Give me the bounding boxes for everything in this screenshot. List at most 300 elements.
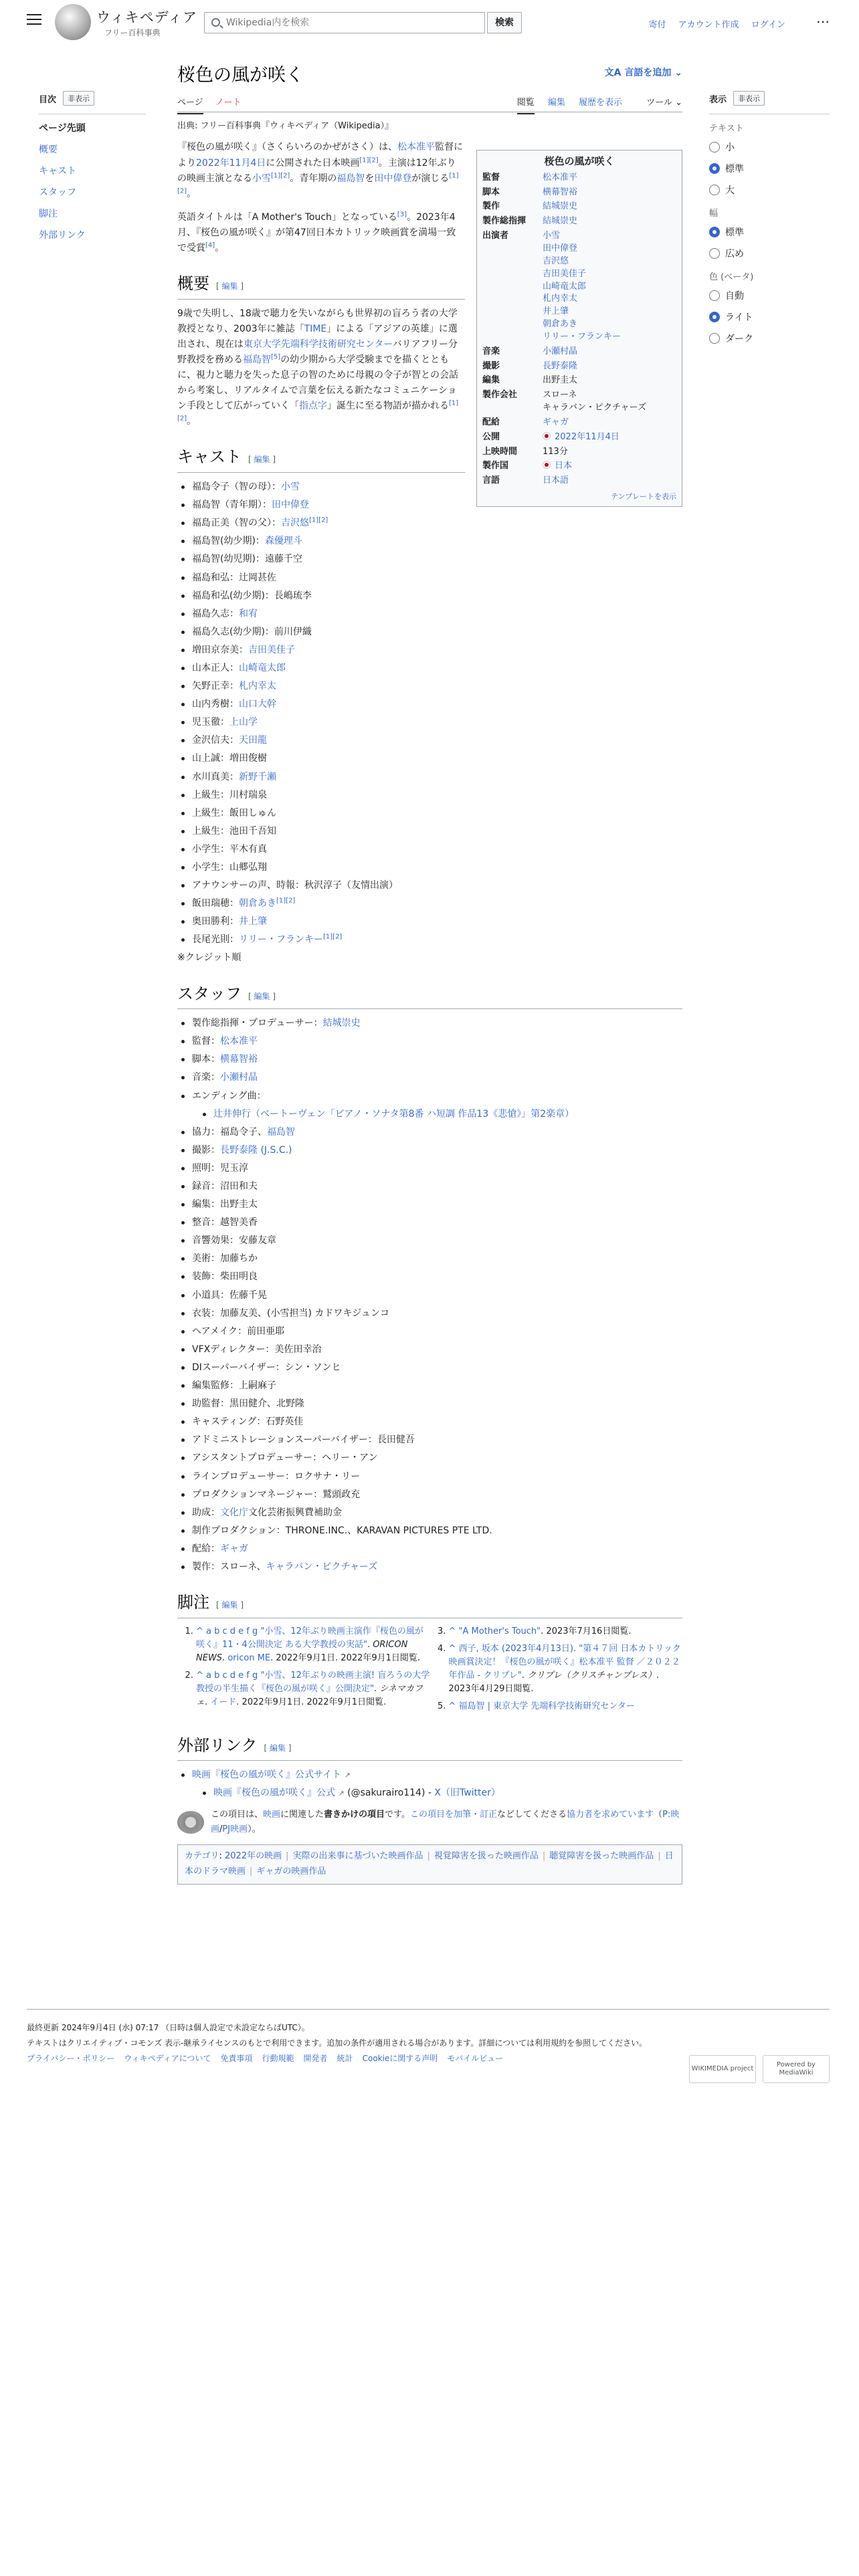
cast-actor-link[interactable]: 小雪	[281, 481, 300, 493]
toc-item-staff[interactable]: スタッフ	[39, 187, 76, 198]
list-item	[191, 1469, 682, 1485]
infobox-link[interactable]: 松本准平	[543, 172, 578, 183]
infobox-link[interactable]: 井上肇	[543, 306, 569, 317]
category-link[interactable]: 2022年の映画	[225, 1851, 282, 1862]
staff-link[interactable]: 松本准平	[220, 1036, 258, 1047]
radio-button-icon[interactable]	[709, 312, 720, 322]
toc-item-external[interactable]: 外部リンク	[39, 230, 86, 241]
rcast-link[interactable]: 東京大学先端科学技術研究センター	[243, 338, 393, 350]
references-column	[430, 1625, 683, 1718]
ref-title-link[interactable]: "小雪、12年ぶりの映画主演! 盲ろうの大学教授の半生描く『桜色の風が咲く』公開決定"	[196, 1671, 430, 1695]
category-separator: |	[286, 1851, 289, 1862]
list-item	[191, 1233, 682, 1249]
list-item	[191, 1143, 682, 1158]
radio-option-color[interactable]	[709, 332, 830, 345]
staff-role: VFXディレクター：美佐田幸治	[192, 1344, 322, 1355]
staff-role: 美術：加藤ちか	[192, 1253, 258, 1265]
list-item	[191, 1034, 682, 1049]
staff-role: 製作総指揮・プロデューサー：	[192, 1018, 323, 1029]
search-button[interactable]: 検索	[487, 12, 522, 33]
shitenji-link[interactable]: 指点字	[299, 401, 327, 412]
category-box: カテゴリ: 2022年の映画 | 実際の出来事に基づいた映画作品 | 視覚障害を扱った映画作品 | 聴覚障害を扱った映画作品 | 日本のドラマ映画 | ギャガの映画作品	[177, 1844, 682, 1885]
cast-role: 福島和弘(幼少期)：長嶋琉李	[192, 590, 312, 601]
lead-paragraph-1: 『桜色の風が咲く』（さくらいろのかぜがさく）は、松本准平監督により2022年11月4日に公開された日本映画[1][2]。主演は12年ぶりの映画主演となる小雪[1][2]。青年期の福島智を田中偉登が演じる[1][2]。	[177, 142, 463, 199]
list-item	[191, 643, 682, 658]
list-item	[191, 1378, 682, 1394]
login-link[interactable]: ログイン	[751, 20, 785, 30]
ref-backlink[interactable]: ^	[448, 1643, 459, 1654]
staff-role: 小道具：佐藤千晃	[192, 1289, 267, 1301]
staff-role: 整音：越智美香	[192, 1217, 258, 1228]
tab-tools[interactable]: ツール ⌄	[646, 98, 682, 108]
infobox-text: 出野圭太	[543, 375, 578, 386]
from-line: 出典: フリー百科事典『ウィキペディア（Wikipedia）』	[177, 121, 394, 131]
infobox-link[interactable]: 吉沢悠	[543, 255, 569, 266]
ref-link[interactable]: [1][2]	[276, 897, 296, 905]
list-item	[191, 842, 682, 857]
toc-item-cast[interactable]: キャスト	[39, 166, 76, 177]
infobox-link[interactable]: 結城崇史	[543, 201, 578, 212]
cast-role: 福島久志(幼少期)：前川伊織	[192, 626, 312, 637]
staff-role: ラインプロデューサー：ロクサナ・リー	[192, 1471, 361, 1482]
radio-label: 標準	[725, 227, 744, 238]
staff-text: 文化芸術振興費補助金	[248, 1507, 342, 1518]
staff-link[interactable]: 長野泰隆 (J.S.C.)	[220, 1144, 292, 1156]
list-item	[191, 1215, 682, 1230]
cast-role: 山内秀樹：	[192, 699, 239, 710]
cast-role: 児玉徹：	[192, 717, 229, 728]
wikipedia-logo-icon[interactable]	[55, 4, 91, 40]
cast-actor-link[interactable]: 札内幸太	[239, 681, 276, 692]
actor-link[interactable]: 小雪	[252, 173, 271, 184]
staff-role: アシスタントプロデューサー：ヘリー・アン	[192, 1453, 378, 1464]
list-item	[191, 1342, 682, 1358]
infobox-link[interactable]: 田中偉登	[543, 243, 578, 253]
ref-link[interactable]: [3]	[397, 211, 407, 219]
edit-section-link[interactable]: [ 編集 ]	[264, 1743, 292, 1753]
infobox-key: 上映時間	[482, 446, 518, 457]
cast-role: 福島和弘：辻岡甚佐	[192, 572, 276, 583]
radio-label: 標準	[725, 164, 744, 175]
tab-talk[interactable]: ノート	[215, 98, 242, 108]
radio-label: ダーク	[725, 334, 753, 344]
stub-edit-link[interactable]: この項目を加筆・訂正	[410, 1810, 498, 1820]
lead-section	[177, 140, 465, 256]
edit-section-link[interactable]: [ 編集 ]	[216, 282, 244, 291]
infobox-link[interactable]: リリー・フランキー	[543, 331, 622, 342]
cast-actor-link[interactable]: 山崎竜太郎	[239, 662, 286, 673]
ref-title-link[interactable]: "A Mother's Touch"	[458, 1626, 541, 1636]
radio-option-color[interactable]	[709, 310, 830, 324]
list-item	[191, 1451, 682, 1466]
radio-button-icon[interactable]	[709, 333, 720, 344]
staff-role: 助監督：黒田健介、北野隆	[192, 1398, 304, 1410]
category-separator: |	[427, 1851, 430, 1862]
create-account-link[interactable]: アカウント作成	[678, 20, 739, 30]
tab-read[interactable]: 閲覧	[517, 98, 535, 114]
list-item	[191, 1523, 682, 1539]
staff-role: 照明：児玉淳	[192, 1162, 248, 1174]
stub-link[interactable]: 映画	[263, 1810, 281, 1820]
radio-option-width[interactable]	[709, 247, 830, 260]
infobox-key: 配給	[482, 417, 500, 427]
add-language-label: 言語を追加	[624, 68, 672, 78]
ref-link[interactable]: [1][2]	[177, 171, 459, 195]
list-item	[191, 1306, 682, 1321]
ending-song-list	[212, 1107, 682, 1122]
infobox-link[interactable]: 吉田美佳子	[543, 268, 587, 279]
cast-role: 増田京奈美：	[192, 644, 248, 655]
site-logo-text[interactable]	[96, 7, 197, 38]
list-item	[191, 1288, 682, 1303]
ref-backlink[interactable]: ^	[448, 1626, 459, 1636]
radio-button-icon[interactable]	[709, 185, 720, 195]
cast-role: 水川真美：	[192, 771, 239, 782]
actor-link[interactable]: 田中偉登	[374, 173, 412, 184]
references	[177, 1625, 682, 1718]
list-item	[191, 679, 682, 694]
footer-link[interactable]: 行動規範	[262, 2053, 294, 2063]
appearance-title: 表示	[709, 94, 727, 105]
edit-section-link[interactable]: [ 編集 ]	[248, 992, 276, 1001]
personal-tools	[639, 17, 785, 30]
staff-link[interactable]: キャラバン・ピクチャーズ	[266, 1561, 378, 1572]
project-link[interactable]: PJ映画	[222, 1824, 248, 1834]
width-label: 幅	[709, 209, 719, 219]
list-item	[191, 715, 682, 730]
category-link[interactable]: 聴覚障害を扱った映画作品	[549, 1851, 654, 1862]
page-title-bar	[177, 60, 682, 86]
cast-role: 飯田瑞穂：	[192, 898, 239, 909]
radio-button-icon[interactable]	[709, 227, 720, 237]
cast-actor-link[interactable]: 吉沢悠	[281, 518, 309, 529]
radio-button-icon[interactable]	[709, 248, 720, 259]
list-item	[191, 1269, 682, 1285]
staff-role: 協力：福島令子、	[192, 1126, 267, 1138]
staff-link[interactable]: 結城崇史	[322, 1018, 361, 1029]
staff-role: 装飾：柴田明良	[192, 1271, 258, 1283]
staff-link[interactable]: 文化庁	[220, 1507, 248, 1518]
footer-link[interactable]: 開発者	[303, 2053, 328, 2063]
ref-date: . 2023年4月29日閲覧.	[448, 1671, 659, 1695]
appearance-hide-button[interactable]: 非表示	[733, 91, 765, 106]
infobox-key: 出演者	[482, 231, 509, 241]
cast-actor-link[interactable]: 新野千瀬	[239, 771, 276, 782]
radio-option-color[interactable]	[709, 289, 830, 302]
staff-link[interactable]: 横幕智裕	[220, 1054, 258, 1065]
main-menu-icon[interactable]	[27, 14, 41, 26]
list-item	[191, 1070, 682, 1085]
infobox-link[interactable]: 小雪	[543, 231, 561, 241]
page-title: 桜色の風が咲く	[177, 65, 304, 86]
stub-help-link[interactable]: 協力者を求めています	[567, 1810, 654, 1820]
reference-item	[449, 1700, 683, 1713]
site-title: ウィキペディア	[96, 9, 198, 25]
radio-label: 大	[725, 185, 735, 196]
staff-role: 配給：	[192, 1543, 220, 1554]
cast-actor-link[interactable]: リリー・フランキー	[239, 934, 323, 946]
radio-button-icon[interactable]	[709, 290, 720, 301]
tab-history[interactable]: 履歴を表示	[579, 98, 623, 108]
staff-role: 衣装：加藤友美、(小雪担当) カドワキジュンコ	[192, 1307, 389, 1319]
footer-link[interactable]: 免責事項	[220, 2053, 253, 2063]
categories-label[interactable]: カテゴリ	[185, 1851, 219, 1862]
staff-list	[191, 1016, 682, 1575]
staff-role: 録音：沼田和夫	[192, 1181, 258, 1192]
infobox-key: 編集	[482, 375, 500, 386]
infobox-link[interactable]: 朝倉あき	[543, 319, 578, 330]
x-link[interactable]: X（旧Twitter）	[434, 1788, 500, 1799]
footer-link[interactable]: 統計	[337, 2053, 353, 2063]
cast-actor-link[interactable]: 上山学	[229, 717, 258, 728]
section-heading-overview: 概要[ 編集 ]	[177, 271, 465, 300]
list-item	[191, 1487, 682, 1503]
fukushima-link[interactable]: 福島智	[243, 354, 271, 365]
list-item	[191, 896, 682, 911]
cast-actor-link[interactable]: 天田龍	[239, 735, 267, 746]
list-item	[191, 1396, 682, 1412]
cast-role: 山本正人：	[192, 662, 239, 673]
list-item	[191, 570, 682, 586]
ref-title-link[interactable]: "小雪、12年ぶり映画主演作『桜色の風が咲く』11・4公開決定 ある大学教授の実話"	[196, 1626, 423, 1650]
mediawiki-badge[interactable]: Powered by MediaWiki	[763, 2055, 830, 2083]
list-item	[191, 1360, 682, 1376]
more-options-icon[interactable]: ⋯	[816, 13, 830, 29]
add-language-button[interactable]: 文A 言語を追加 ⌄	[604, 68, 682, 78]
radio-option-text[interactable]	[709, 140, 830, 154]
list-item	[191, 1505, 682, 1521]
cast-role: 奥田勝利：	[192, 916, 239, 928]
infobox-key: 脚本	[482, 187, 500, 197]
cast-list	[191, 479, 682, 948]
staff-role: 助成：	[192, 1507, 220, 1518]
toc-item-notes[interactable]: 脚注	[39, 209, 58, 219]
reference-item: 4. ^ 西子, 坂本 (2023年4月13日). "第４７回 日本カトリック映画賞決定！『桜色の風が咲く』松本准平 監督 ／２０２２年作品 - クリプレ". クリプレ（クリスチャンプレス）. 2023年4月29日閲覧.	[449, 1642, 683, 1697]
ref-title-link[interactable]: 西子, 坂本 (2023年4月13日). "第４７回 日本カトリック映画賞決定！『桜色の風が咲く』松本准平 監督 ／２０２２年作品 - クリプレ"	[448, 1643, 681, 1681]
list-item	[191, 1432, 682, 1448]
cast-actor-link[interactable]: 和宥	[239, 608, 258, 619]
category-link[interactable]: 視覚障害を扱った映画作品	[434, 1851, 539, 1862]
ref-link[interactable]: [1][2]	[309, 516, 328, 524]
color-label: 色 (ベータ)	[709, 272, 754, 282]
overview-paragraph: 9歳で失明し、18歳で聴力を失いながらも世界初の盲ろう者の大学教授となり、2003年に雑誌「TIME」による「アジアの英雄」に選出され、現在は東京大学先端科学技術研究センターバリアフリー分野教授を務める福島智[5]の幼少期から大学受験までを描くとともに、視力と聴力を失った息子の智のために母親の令子が智との会話から考案し、リアルタイムで言葉を伝える新たなコミュニケーション手段として広がっていく「指点字」誕生に至る物語が描かれる[1][2]。	[177, 308, 459, 427]
staff-role: 音響効果：安藤友章	[192, 1235, 276, 1247]
cast-role: 福島久志：	[192, 608, 239, 619]
ref-publisher-link[interactable]: oricon ME	[227, 1652, 271, 1663]
ref-publisher-link[interactable]: イード	[210, 1697, 237, 1708]
infobox-link[interactable]: 結城崇史	[543, 216, 578, 227]
cast-actor-link[interactable]: 朝倉あき	[239, 898, 276, 909]
staff-role: 撮影：	[192, 1144, 220, 1156]
tab-edit[interactable]: 編集	[547, 98, 565, 108]
radio-label: 広め	[725, 249, 744, 259]
cast-role: 金沢信夫：	[192, 735, 239, 746]
section-heading-staff: スタッフ[ 編集 ]	[177, 981, 682, 1010]
infobox-text: キャラバン・ピクチャーズ	[543, 403, 646, 413]
footer-link[interactable]: プライバシー・ポリシー	[27, 2053, 115, 2063]
tab-page[interactable]: ページ	[177, 98, 203, 114]
external-link-icon: ↗	[344, 1771, 351, 1780]
list-item	[191, 479, 682, 495]
infobox-link[interactable]: 小瀬村晶	[543, 346, 578, 356]
list-item	[191, 1125, 682, 1140]
footer-link[interactable]: Cookieに関する声明	[362, 2053, 438, 2063]
infobox-link[interactable]: 横幕智裕	[543, 187, 578, 197]
toc-title: 目次	[39, 94, 57, 105]
infobox-key: 製作会社	[482, 390, 518, 401]
list-item	[191, 607, 682, 622]
list-item	[212, 1107, 682, 1122]
toc-item-overview[interactable]: 概要	[39, 144, 58, 155]
search-icon	[211, 18, 220, 27]
list-item	[191, 788, 682, 803]
infobox-link[interactable]: 日本	[555, 461, 573, 471]
infobox-link[interactable]: 長野泰隆	[543, 360, 578, 371]
cast-actor-link[interactable]: 井上肇	[239, 916, 267, 928]
infobox-key: 製作	[482, 201, 500, 212]
list-item	[191, 1179, 682, 1194]
time-link[interactable]: TIME	[304, 323, 327, 334]
list-item	[191, 1016, 682, 1031]
toc-hide-button[interactable]: 非表示	[63, 91, 94, 106]
list-item	[191, 1251, 682, 1267]
toc-item-top[interactable]: ページ先頭	[39, 123, 86, 134]
radio-option-text[interactable]	[709, 183, 830, 197]
footer-link[interactable]: モバイルビュー	[447, 2053, 504, 2063]
stub-notice: この項目は、映画に関連した書きかけの項目です。この項目を加筆・訂正などしてくださる協力者を求めています（P:映画/PJ映画）。	[177, 1808, 682, 1836]
staff-link[interactable]: ギャガ	[220, 1543, 248, 1554]
portal-link[interactable]: P:映画	[211, 1810, 680, 1834]
cast-role: 矢野正幸：	[192, 681, 239, 692]
ref-title-link[interactable]: 福島智 | 東京大学 先端科学技術研究センター	[458, 1701, 635, 1712]
edit-section-link[interactable]: [ 編集 ]	[248, 455, 276, 464]
cast-role: 上級生：飯田しゅん	[192, 807, 276, 819]
infobox-link[interactable]: 山崎竜太郎	[543, 281, 587, 292]
official-site-link[interactable]: 映画『桜色の風が咲く』公式サイト	[192, 1769, 342, 1781]
credit-note: ※クレジット順	[177, 952, 242, 964]
ref-link[interactable]: [1][2]	[359, 156, 379, 164]
category-link[interactable]: 実際の出来事に基づいた映画作品	[292, 1851, 423, 1862]
infobox-link[interactable]: ギャガ	[543, 417, 569, 427]
list-item	[191, 914, 682, 930]
ref-backlink[interactable]: ^ a b c d e f g	[196, 1626, 261, 1636]
ref-link[interactable]: [1][2]	[177, 399, 459, 423]
cast-role: 上級生：池田千吾知	[192, 825, 276, 837]
donate-link[interactable]: 寄付	[648, 20, 666, 30]
infobox-key: 撮影	[482, 360, 500, 371]
radio-button-icon[interactable]	[709, 142, 720, 152]
category-link[interactable]: 日本のドラマ映画	[185, 1851, 674, 1876]
edit-section-link[interactable]: [ 編集 ]	[216, 1600, 244, 1610]
list-item	[191, 697, 682, 712]
radio-option-text[interactable]	[709, 162, 830, 175]
category-separator: |	[250, 1866, 253, 1876]
infobox-key: 製作総指揮	[482, 216, 527, 227]
cast-role: 福島智（青年期）：	[192, 500, 272, 511]
cast-role: アナウンサーの声、時報：秋沢淳子（友情出演）	[192, 880, 398, 891]
official-x-link[interactable]: 映画『桜色の風が咲く』公式	[213, 1788, 335, 1799]
list-item	[191, 932, 682, 948]
cast-actor-link[interactable]: 田中偉登	[272, 500, 309, 511]
external-links-list	[191, 1767, 682, 1801]
footer-link[interactable]: ウィキペディアについて	[124, 2053, 211, 2063]
table-of-contents	[39, 91, 146, 249]
appearance-panel	[709, 91, 830, 353]
list-item	[191, 516, 682, 531]
director-link[interactable]: 松本准平	[397, 142, 435, 153]
cast-role: 山上誠：増田俊樹	[192, 753, 267, 764]
infobox-key: 言語	[482, 475, 500, 486]
ending-song-link[interactable]: 辻井伸行（ベートーヴェン「ピアノ・ソナタ第8番 ハ短調 作品13《悲愴》」第2楽章）	[213, 1108, 575, 1119]
list-item	[191, 1197, 682, 1212]
infobox-link[interactable]: 2022年11月4日	[555, 431, 619, 442]
article-content	[177, 119, 682, 1885]
ref-backlink[interactable]: ^	[448, 1701, 459, 1712]
ref-date: . 2023年7月16日閲覧.	[541, 1626, 632, 1636]
ref-backlink[interactable]: ^ a b c d e f g	[196, 1671, 261, 1681]
list-item	[191, 860, 682, 875]
cast-role: 小学生：山郷弘翔	[192, 862, 267, 873]
list-item	[191, 806, 682, 821]
radio-button-icon[interactable]	[709, 163, 720, 174]
reference-item: 1. ^ a b c d e f g "小雪、12年ぶり映画主演作『桜色の風が咲く』11・4公開決定 ある大学教授の実話". ORICON NEWS. oricon ME. 2022年9月1日. 2022年9月1日閲覧.	[196, 1625, 430, 1665]
cast-actor-link[interactable]: 吉田美佳子	[248, 644, 295, 655]
lead-paragraph-2: 英語タイトルは「A Mother's Touch」となっている[3]。2023年4月、『桜色の風が咲く』が第47回日本カトリック映画賞を満場一致で受賞[4]。	[177, 211, 456, 253]
list-item	[191, 588, 682, 604]
list-item	[191, 1324, 682, 1339]
reference-item	[449, 1625, 683, 1638]
ref-source: シネマカフェ	[196, 1684, 423, 1708]
section-heading-cast: キャスト[ 編集 ]	[177, 444, 465, 473]
ref-source: クリプレ（クリスチャンプレス）	[527, 1671, 656, 1681]
infobox-text: 113分	[543, 446, 568, 457]
external-link-icon: ↗	[338, 1789, 345, 1798]
list-item: 映画『桜色の風が咲く』公式 ↗ (@sakurairo114) - X（旧Twitter）	[212, 1786, 682, 1801]
infobox-key: 監督	[482, 172, 500, 183]
staff-role: 編集：出野圭太	[192, 1199, 258, 1210]
infobox-template-link[interactable]: テンプレートを表示	[610, 492, 676, 502]
license-text: テキストはクリエイティブ・コモンズ 表示-継承ライセンスのもとで利用できます。追加の条件が適用される場合があります。詳細については利用規約を参照してください。	[27, 2038, 648, 2048]
radio-option-width[interactable]	[709, 225, 830, 239]
list-item	[191, 878, 682, 893]
ref-link[interactable]: [5]	[271, 353, 281, 361]
role-link[interactable]: 福島智	[337, 173, 365, 184]
search-input[interactable]	[226, 16, 474, 29]
staff-link[interactable]: 福島智	[267, 1126, 295, 1138]
wikimedia-badge[interactable]: WIKIMEDIA project	[689, 2055, 756, 2083]
list-item	[191, 661, 682, 676]
staff-role: ヘアメイク：前田亜耶	[192, 1325, 285, 1337]
ref-link[interactable]: [1][2]	[271, 171, 290, 179]
cast-actor-link[interactable]: 森優理斗	[264, 536, 302, 547]
cast-role: 福島正美（智の父）：	[192, 518, 281, 529]
staff-role: キャスティング：石野英佳	[192, 1416, 304, 1428]
staff-link[interactable]: 小瀬村晶	[220, 1072, 258, 1083]
category-link[interactable]: ギャガの映画作品	[256, 1866, 326, 1876]
cast-role: 長尾光則：	[192, 934, 239, 946]
cast-actor-link[interactable]: 山口大幹	[239, 699, 276, 710]
reference-item: 2. ^ a b c d e f g "小雪、12年ぶりの映画主演! 盲ろうの大学教授の半生描く『桜色の風が咲く』公開決定". シネマカフェ. イード. 2022年9月1日. 2022年9月1日閲覧.	[196, 1669, 430, 1709]
ref-link[interactable]: [4]	[205, 241, 215, 249]
ref-link[interactable]: [1][2]	[323, 933, 343, 941]
list-item	[191, 824, 682, 839]
cast-role: 福島智(幼少期)：	[192, 536, 265, 547]
infobox-title: 桜色の風が咲く	[544, 155, 615, 167]
site-subtitle: フリー百科事典	[104, 28, 161, 37]
release-date-link[interactable]: 2022年11月4日	[196, 157, 266, 169]
infobox-link[interactable]: 日本語	[543, 475, 569, 486]
infobox-link[interactable]: 札内幸太	[543, 294, 578, 304]
